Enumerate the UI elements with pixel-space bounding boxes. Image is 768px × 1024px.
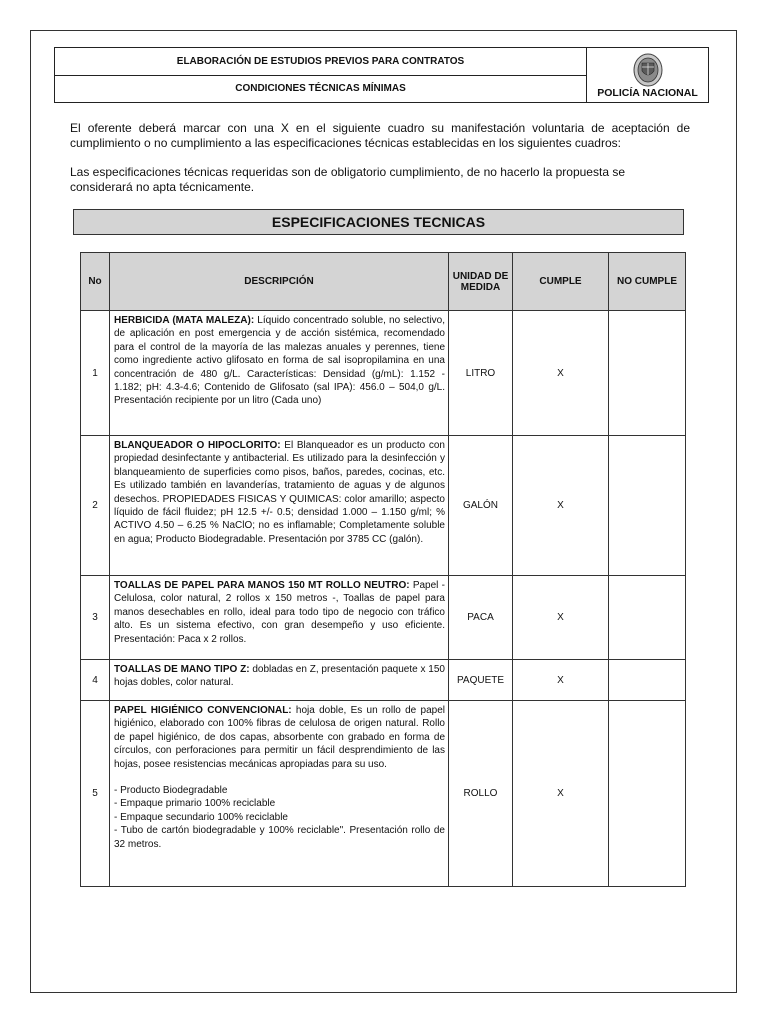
col-header-cumple: CUMPLE [513,253,609,311]
row-number: 4 [81,660,110,701]
row-cumple-cell[interactable]: X [513,701,609,887]
item-name: BLANQUEADOR O HIPOCLORITO: [114,440,281,451]
item-name: TOALLAS DE PAPEL PARA MANOS 150 MT ROLLO NEUTRO: [114,580,410,591]
table-row [81,311,686,436]
intro-paragraph-1: El oferente deberá marcar con una X en el siguiente cuadro su manifestación voluntaria de aceptación de cumplimiento o no cumplimiento a las especificaciones técnicas establecidas en los siguientes cuadros: [70,121,690,150]
row-description [110,311,449,436]
item-text: dobladas en Z, presentación paquete x 150 hojas dobles, color natural. [114,664,445,689]
document-header [54,47,709,103]
table-header-row [81,253,686,311]
table-row [81,436,686,576]
row-number: 1 [81,311,110,436]
row-number: 2 [81,436,110,576]
row-no-cumple-cell[interactable] [609,701,686,887]
specifications-table [80,252,686,887]
item-name: PAPEL HIGIÉNICO CONVENCIONAL: [114,705,292,716]
row-no-cumple-cell[interactable] [609,576,686,660]
row-no-cumple-cell[interactable] [609,311,686,436]
list-item: - Empaque secundario 100% reciclable [114,811,288,823]
row-cumple-cell[interactable]: X [513,436,609,576]
police-shield-logo [633,53,663,87]
intro-paragraph-2: Las especificaciones técnicas requeridas son de obligatorio cumplimiento, de no hacerlo la propuesta se considerará no apta técnicamente. [70,165,625,194]
row-unit: PACA [449,576,513,660]
row-unit: GALÓN [449,436,513,576]
table-row [81,576,686,660]
row-description [110,436,449,576]
item-name: TOALLAS DE MANO TIPO Z: [114,664,250,675]
item-name: HERBICIDA (MATA MALEZA): [114,315,255,326]
row-cumple-cell[interactable]: X [513,660,609,701]
row-unit: LITRO [449,311,513,436]
section-title: ESPECIFICACIONES TECNICAS [73,209,684,235]
col-header-no: No [81,253,110,311]
item-text: El Blanqueador es un producto con propiedad desinfectante y antibacterial. Es utilizado para la desinfección y blanqueamiento de superficies como pisos, baños, paredes, cocinas, etc. Es utilizado también en lavanderías, tratamiento de aguas y de algunos desechos. PROPIEDADES FISICAS Y QUIMICAS: color amarillo; aspecto líquido de fácil fluidez; pH 12.5 +/- 0.5; densidad 1.000 – 1.150 g/ml; % ACTIVO 4.50 – 6.25 % NaClO; no es inflamable; Completamente soluble en agua; Producto Biodegradable. Presentación por 3785 CC (galón). [114,440,445,545]
row-cumple-cell[interactable]: X [513,311,609,436]
row-number: 5 [81,701,110,887]
row-description [110,660,449,701]
col-header-no-cumple: NO CUMPLE [609,253,686,311]
row-no-cumple-cell[interactable] [609,660,686,701]
list-item: - Producto Biodegradable [114,785,228,797]
header-subtitle: CONDICIONES TÉCNICAS MÍNIMAS [55,75,587,103]
header-title: ELABORACIÓN DE ESTUDIOS PREVIOS PARA CONTRATOS [55,48,587,76]
item-text: Papel - Celulosa, color natural, 2 rollos x 150 metros -, Toallas de papel para manos desechables en rollo, ideal para todo tipo de negocio con tráfico alto. Es un sistema efectivo, con gran desempeño y uso eficiente. Presentación: Paca x 2 rollos. [114,580,445,645]
row-description [110,576,449,660]
list-item: - Tubo de cartón biodegradable y 100% reciclable". Presentación rollo de 32 metros. [114,825,445,850]
logo-caption: POLICÍA NACIONAL [597,87,698,99]
table-row [81,701,686,887]
row-no-cumple-cell[interactable] [609,436,686,576]
row-cumple-cell[interactable]: X [513,576,609,660]
institution-logo-cell [587,48,709,103]
col-header-descripcion: DESCRIPCIÓN [110,253,449,311]
item-text: Líquido concentrado soluble, no selectivo, de aplicación en post emergencia y de acción sistémica, recomendado para el control de la mayoría de las malezas anuales y perennes, tiene como ingrediente activo glifosato en forma de sal isopropilamina en una concentración de 480 g/L. Características: Densidad (g/mL): 1.152 - 1.182; pH: 4.3-4.6; Contenido de Glifosato (sal IPA): 456.0 – 504,0 g/L. Presentación recipiente por un litro (Cada uno) [114,315,446,407]
row-unit: ROLLO [449,701,513,887]
list-item: - Empaque primario 100% reciclable [114,798,276,810]
item-text: hoja doble, Es un rollo de papel higiénico, elaborado con 100% fibras de celulosa de origen natural. Rollo de papel higiénico, de dos capas, absorbente con grabado en forma de círculos, con perforaciones para permitir un fácil desprendimiento de las hojas, posee resistencias mecánicas apropiadas para su uso. [114,705,445,770]
row-unit: PAQUETE [449,660,513,701]
table-row [81,660,686,701]
col-header-unidad: UNIDAD DE MEDIDA [449,253,513,311]
row-number: 3 [81,576,110,660]
row-description [110,701,449,887]
